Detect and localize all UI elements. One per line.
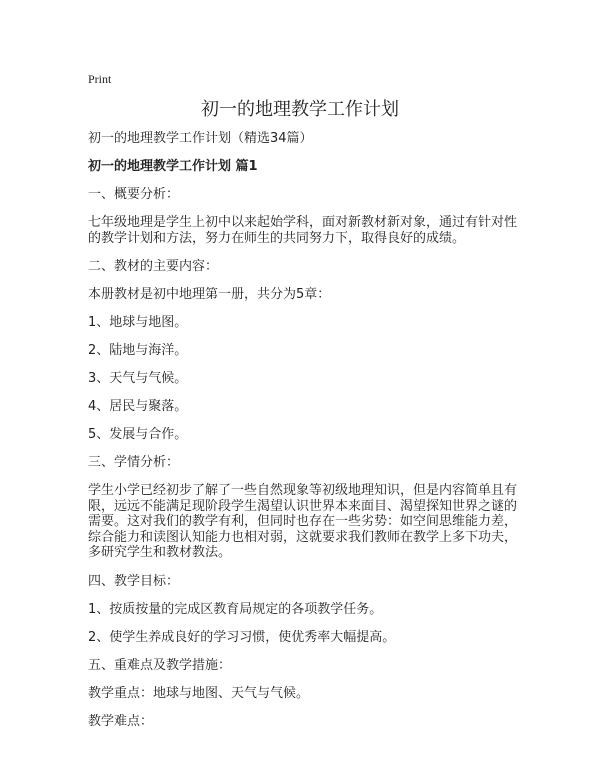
paragraph-key-points: 教学重点：地球与地图、天气与气候。 <box>88 685 310 701</box>
paragraph-content: 本册教材是初中地理第一册，共分为5章： <box>88 287 331 302</box>
list-item: 2、使学生养成良好的学习习惯，使优秀率大幅提高。 <box>88 629 396 645</box>
paragraph-difficulties: 教学难点： <box>88 713 154 729</box>
heading-overview: 一、概要分析： <box>88 187 180 202</box>
page-title: 初一的地理教学工作计划 <box>201 99 399 120</box>
list-item: 2、陆地与海洋。 <box>88 343 188 358</box>
heading-measures: 五、重难点及教学措施： <box>88 657 232 673</box>
heading-students: 三、学情分析： <box>88 455 180 470</box>
list-item: 1、地球与地图。 <box>88 315 188 330</box>
print-link[interactable]: Print <box>88 72 112 86</box>
subtitle: 初一的地理教学工作计划（精选34篇） <box>88 131 313 146</box>
list-item: 3、天气与气候。 <box>88 371 188 386</box>
heading-goals: 四、教学目标： <box>88 573 180 589</box>
document-body <box>88 72 520 742</box>
paragraph-overview: 七年级地理是学生上初中以来起始学科，面对新教材新对象，通过有针对性的教学计划和方法，努力在师生的共同努力下，取得良好的成绩。 <box>88 215 518 246</box>
heading-content: 二、教材的主要内容： <box>88 259 219 274</box>
list-item: 5、发展与合作。 <box>88 427 188 442</box>
list-item: 1、按质按量的完成区教育局规定的各项教学任务。 <box>88 601 383 617</box>
paragraph-students: 学生小学已经初步了解了一些自然现象等初级地理知识，但是内容简单且有限，远远不能满足现阶段学生渴望认识世界本来面目、渴望探知世界之谜的需要。这对我们的教学有利，但同时也存在一些劣势：如空间思维能力差，综合能力和读图认知能力也相对弱，这就要求我们教师在教学上多下功夫，多研究学生和教材教法。 <box>88 483 518 560</box>
list-item: 4、居民与聚落。 <box>88 399 188 414</box>
section-heading: 初一的地理教学工作计划 篇1 <box>88 159 258 174</box>
